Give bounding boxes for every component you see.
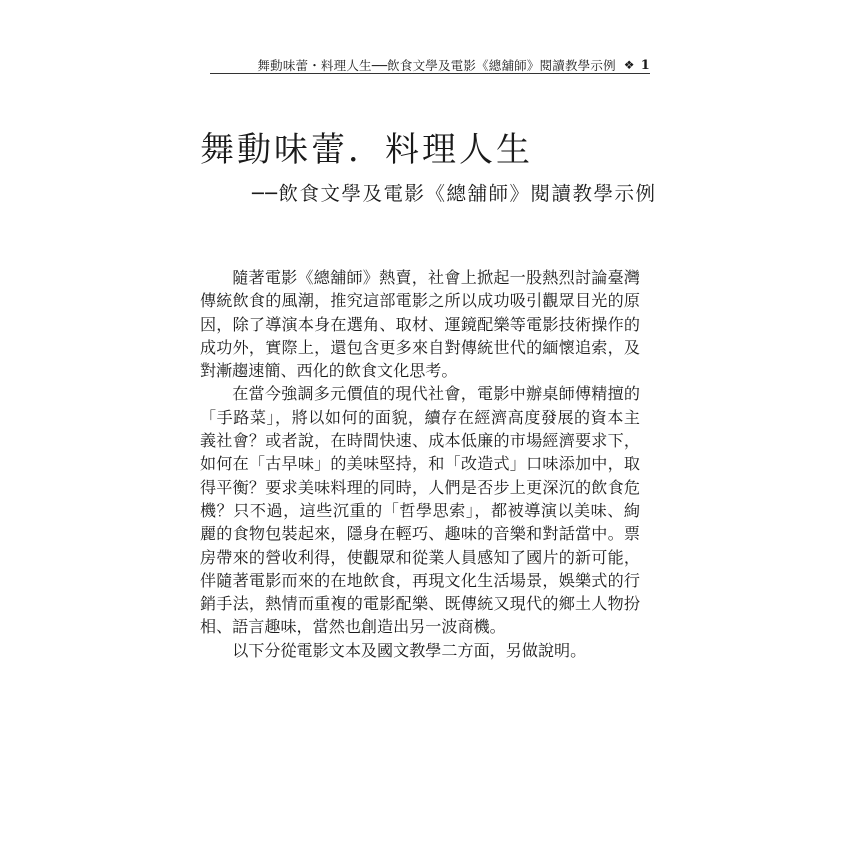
page-number: 1 (640, 57, 650, 73)
body-paragraph: 以下分從電影文本及國文教學二方面，另做說明。 (232, 640, 587, 660)
article-title: 舞動味蕾．料理人生 (200, 130, 533, 170)
body-paragraph: 隨著電影《總舖師》熱賣，社會上掀起一股熱烈討論臺灣傳統飲食的風潮，推究這部電影之所以成功吸引觀眾目光的原因，除了導演本身在選角、取材、運鏡配樂等電影技術操作的成功外，實際上，還包含更多來自對傳統世代的緬懷追索，及對漸趨速簡、西化的飲食文化思考。 (200, 268, 640, 381)
header-divider (210, 73, 650, 74)
article-body (200, 266, 640, 662)
diamond-ornament-icon: ❖ (623, 58, 635, 72)
body-paragraph: 在當今強調多元價值的現代社會，電影中辦桌師傅精擅的「手路菜」，將以如何的面貌，續存在經濟高度發展的資本主義社會？或者說，在時間快速、成本低廉的市場經濟要求下，如何在「古早味」的美味堅持，和「改造式」口味添加中，取得平衡？要求美味料理的同時，人們是否步上更深沉的飲食危機？只不過，這些沉重的「哲學思索」，都被導演以美味、絢麗的食物包裝起來，隱身在輕巧、趣味的音樂和對話當中。票房帶來的營收利得，使觀眾和從業人員感知了國片的新可能，伴隨著電影而來的在地飲食，再現文化生活場景，娛樂式的行銷手法，熱情而重複的電影配樂、既傳統又現代的鄉土人物扮相、語言趣味，當然也創造出另一波商機。 (200, 384, 640, 637)
article-subtitle: ──飲食文學及電影《總舖師》閱讀教學示例 (252, 182, 657, 205)
running-header-title: 舞動味蕾・料理人生──飲食文學及電影《總舖師》閱讀教學示例 (257, 58, 616, 73)
running-header (210, 56, 650, 74)
